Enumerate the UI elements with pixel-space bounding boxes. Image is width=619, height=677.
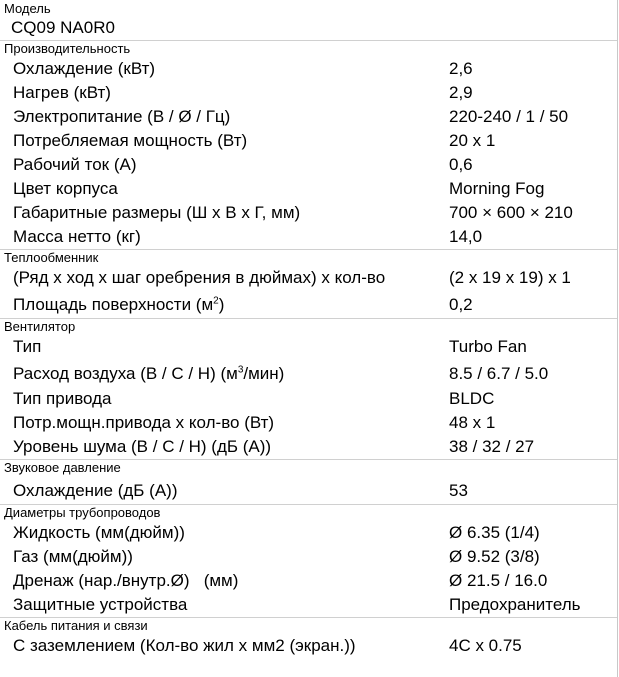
spec-label: Цвет корпуса xyxy=(13,179,118,198)
section-header-pipes: Диаметры трубопроводов xyxy=(0,504,617,521)
spec-label xyxy=(0,290,435,318)
spec-value: 0,2 xyxy=(449,295,473,314)
spec-label: Масса нетто (кг) xyxy=(13,227,141,246)
section-header-heat-exchanger: Теплообменник xyxy=(0,249,617,266)
spec-value: 2,9 xyxy=(449,83,473,102)
spec-row-fan-type xyxy=(0,335,617,359)
spec-row-noise-level xyxy=(0,435,617,459)
spec-label-sup: 2 xyxy=(213,295,219,307)
spec-row-drive-power xyxy=(0,411,617,435)
section-header-fan: Вентилятор xyxy=(0,318,617,335)
spec-row-fin-config xyxy=(0,266,617,290)
spec-label: Электропитание (В / Ø / Гц) xyxy=(13,107,231,126)
spec-label: Газ (мм(дюйм)) xyxy=(13,547,133,566)
spec-label: Тип привода xyxy=(13,389,112,408)
spec-label-sup: 3 xyxy=(237,364,244,376)
spec-label: Уровень шума (В / С / Н) (дБ (А)) xyxy=(13,437,272,456)
spec-row-color xyxy=(0,177,617,201)
spec-value: (2 x 19 x 19) x 1 xyxy=(449,268,571,287)
spec-label: Рабочий ток (А) xyxy=(13,155,137,174)
spec-label: Охлаждение (кВт) xyxy=(13,59,156,78)
spec-row-protection xyxy=(0,593,617,617)
spec-row-sound-cooling xyxy=(0,476,617,504)
spec-label: Защитные устройства xyxy=(13,595,188,614)
spec-value: Turbo Fan xyxy=(449,337,527,356)
spec-value: 14,0 xyxy=(449,227,483,246)
spec-value: 220-240 / 1 / 50 xyxy=(449,107,569,126)
spec-row-liquid-pipe xyxy=(0,521,617,545)
spec-row-drive-type xyxy=(0,387,617,411)
spec-label: Жидкость (мм(дюйм)) xyxy=(13,523,185,542)
spec-row-weight xyxy=(0,225,617,249)
spec-label: С заземлением (Кол-во жил х мм2 (экран.)) xyxy=(13,636,356,655)
spec-row-drain xyxy=(0,569,617,593)
spec-row-gas-pipe xyxy=(0,545,617,569)
spec-row-power-consumption xyxy=(0,129,617,153)
spec-value: 53 xyxy=(449,481,468,500)
spec-row-dimensions xyxy=(0,201,617,225)
spec-value: 48 х 1 xyxy=(449,413,496,432)
spec-label-end: /мин) xyxy=(243,364,285,383)
spec-row-heating xyxy=(0,81,617,105)
spec-value: 4C x 0.75 xyxy=(449,636,522,655)
spec-value: 8.5 / 6.7 / 5.0 xyxy=(449,364,549,383)
spec-row-surface-area xyxy=(0,290,617,318)
spec-value: Ø 6.35 (1/4) xyxy=(449,523,540,542)
spec-value: Предохранитель xyxy=(449,595,581,614)
spec-value: Ø 9.52 (3/8) xyxy=(449,547,540,566)
spec-label-end: ) xyxy=(218,295,225,314)
spec-label: Потребляемая мощность (Вт) xyxy=(13,131,248,150)
spec-label: Охлаждение (дБ (А)) xyxy=(13,481,178,500)
model-value: CQ09 NA0R0 xyxy=(11,18,115,37)
spec-row-current xyxy=(0,153,617,177)
spec-value: 38 / 32 / 27 xyxy=(449,437,535,456)
spec-label-text: Расход воздуха (В / С / Н) (м xyxy=(13,364,238,383)
spec-label xyxy=(0,359,435,387)
spec-label: Дренаж (нар./внутр.Ø) (мм) xyxy=(13,571,239,590)
spec-row-cooling xyxy=(0,57,617,81)
spec-label: Тип xyxy=(13,337,42,356)
spec-row-grounded-cable xyxy=(0,634,617,658)
spec-value: Ø 21.5 / 16.0 xyxy=(449,571,548,590)
section-header-sound-pressure: Звуковое давление xyxy=(0,459,617,476)
spec-label-text: Площадь поверхности (м xyxy=(13,295,214,314)
section-header-performance: Производительность xyxy=(0,40,617,57)
section-header-model: Модель xyxy=(4,1,51,16)
spec-label: Габаритные размеры (Ш х В х Г, мм) xyxy=(13,203,301,222)
model-row xyxy=(0,16,617,40)
section-header-cable: Кабель питания и связи xyxy=(0,617,617,634)
spec-value: 20 х 1 xyxy=(449,131,496,150)
spec-label: Потр.мощн.привода х кол-во (Вт) xyxy=(13,413,275,432)
spec-value: BLDC xyxy=(449,389,495,408)
spec-value: 700 × 600 × 210 xyxy=(449,203,573,222)
spec-value: 0,6 xyxy=(449,155,473,174)
spec-value: 2,6 xyxy=(449,59,473,78)
spec-value: Morning Fog xyxy=(449,179,545,198)
spec-label: (Ряд х ход х шаг оребрения в дюймах) х кол-во xyxy=(13,268,386,287)
spec-label: Нагрев (кВт) xyxy=(13,83,111,102)
spec-row-power-supply xyxy=(0,105,617,129)
spec-row-airflow xyxy=(0,359,617,387)
